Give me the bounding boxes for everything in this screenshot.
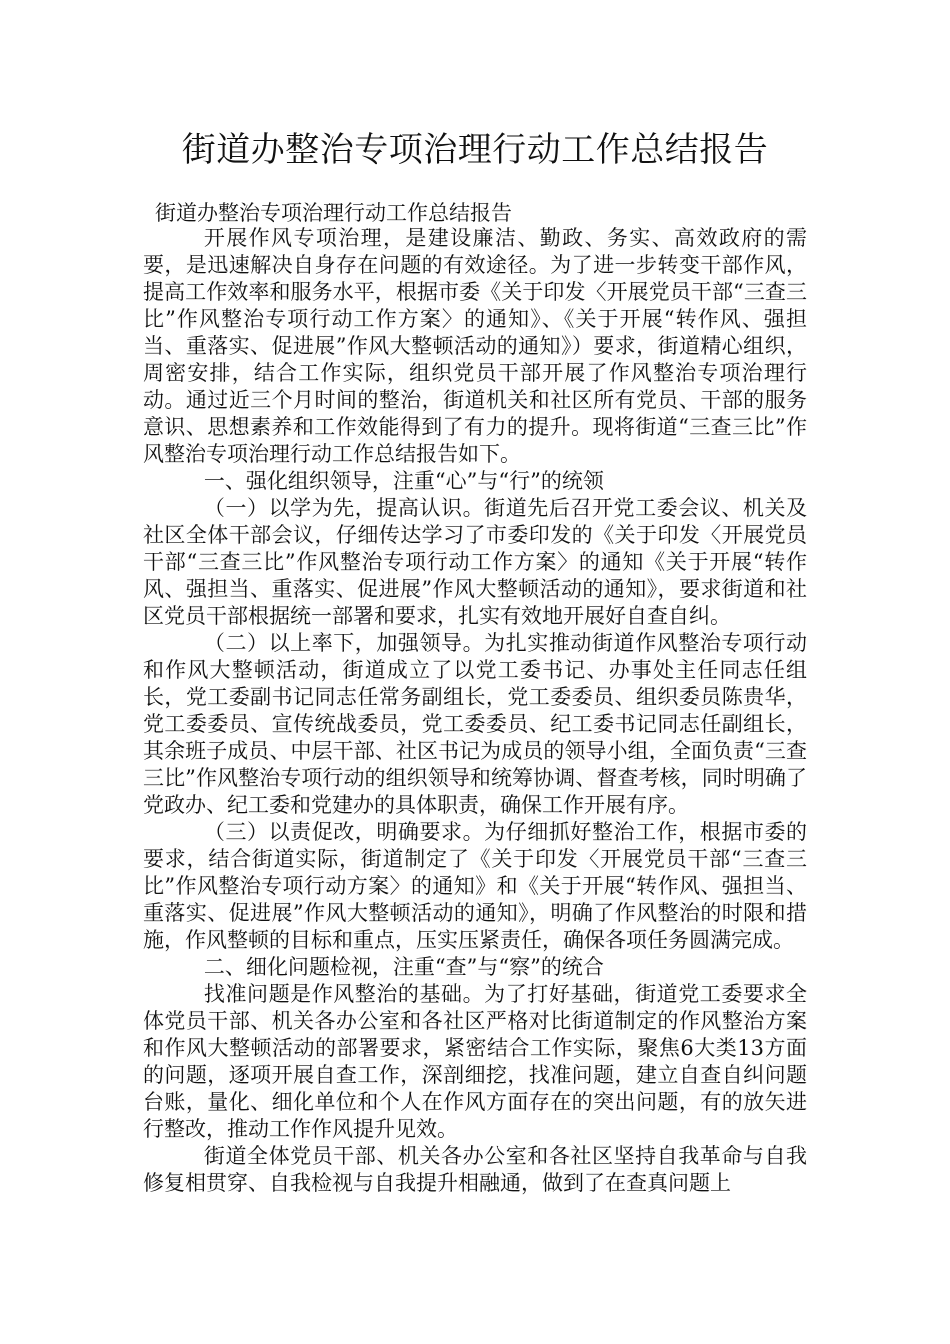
document-subtitle: 街道办整治专项治理行动工作总结报告 xyxy=(155,201,512,225)
section-heading-2: 二、细化问题检视，注重“查”与“察”的统合 xyxy=(203,955,604,979)
paragraph-2-2: 街道全体党员干部、机关各办公室和各社区坚持自我革命与自我修复相贯穿、自我检视与自我提升相融通，做到了在查真问题上 xyxy=(143,1144,807,1195)
document-body xyxy=(143,225,807,1197)
page-title: 街道办整治专项治理行动工作总结报告 xyxy=(181,130,769,170)
paragraph-1-1: （一）以学为先，提高认识。街道先后召开党工委会议、机关及社区全体干部会议，仔细传达学习了市委印发的《关于印发〈开展党员干部“三查三比”作风整治专项行动工作方案〉的通知《关于开展“转作风、强担当、重落实、促进展”作风大整顿活动的通知》，要求街道和社区党员干部根据统一部署和要求，扎实有效地开展好自查自纠。 xyxy=(143,496,807,628)
intro-paragraph: 开展作风专项治理，是建设廉洁、勤政、务实、高效政府的需要，是迅速解决自身存在问题的有效途径。为了进一步转变干部作风，提高工作效率和服务水平，根据市委《关于印发〈开展党员干部“三查三比”作风整治专项行动工作方案〉的通知》、《关于开展“转作风、强担当、重落实、促进展”作风大整顿活动的通知》）要求，街道精心组织，周密安排，结合工作实际，组织党员干部开展了作风整治专项治理行动。通过近三个月时间的整治，街道机关和社区所有党员、干部的服务意识、思想素养和工作效能得到了有力的提升。现将街道“三查三比”作风整治专项治理行动工作总结报告如下。 xyxy=(143,226,807,466)
paragraph-1-2: （二）以上率下，加强领导。为扎实推动街道作风整治专项行动和作风大整顿活动，街道成立了以党工委书记、办事处主任同志任组长，党工委副书记同志任常务副组长，党工委委员、组织委员陈贵华，党工委委员、宣传统战委员，党工委委员、纪工委书记同志任副组长，其余班子成员、中层干部、社区书记为成员的领导小组，全面负责“三查三比”作风整治专项行动的组织领导和统筹协调、督查考核，同时明确了党政办、纪工委和党建办的具体职责，确保工作开展有序。 xyxy=(143,631,807,817)
section-heading-1: 一、强化组织领导，注重“心”与“行”的统领 xyxy=(203,469,604,493)
paragraph-1-3: （三）以责促改，明确要求。为仔细抓好整治工作，根据市委的要求，结合街道实际，街道制定了《关于印发〈开展党员干部“三查三比”作风整治专项行动方案〉的通知》和《关于开展“转作风、强担当、重落实、促进展”作风大整顿活动的通知》，明确了作风整治的时限和措施，作风整顿的目标和重点，压实压紧责任，确保各项任务圆满完成。 xyxy=(143,820,807,952)
paragraph-2-1: 找准问题是作风整治的基础。为了打好基础，街道党工委要求全体党员干部、机关各办公室和各社区严格对比街道制定的作风整治方案和作风大整顿活动的部署要求，紧密结合工作实际，聚焦6大类13方面的问题，逐项开展自查工作，深剖细挖，找准问题，建立自查自纠问题台账，量化、细化单位和个人在作风方面存在的突出问题，有的放矢进行整改，推动工作作风提升见效。 xyxy=(143,982,807,1141)
